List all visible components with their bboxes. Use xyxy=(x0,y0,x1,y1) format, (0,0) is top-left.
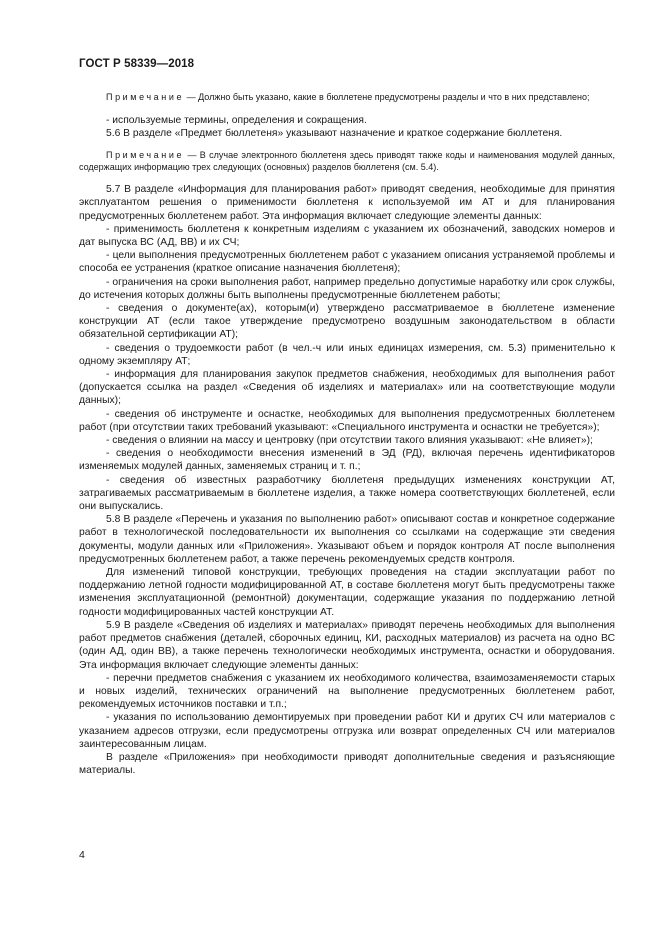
note-text: — Должно быть указано, какие в бюллетене предусмотрены разделы и что в них представлено; xyxy=(184,92,590,102)
list-item: - информация для планирования закупок предметов снабжения, необходимых для выполнения работ (допускается ссылка на раздел «Сведения об изделиях и материалах» или на соответствующие модули данных); xyxy=(79,369,615,407)
note-label: Примечание xyxy=(106,150,185,160)
paragraph-appendix: В разделе «Приложения» при необходимости приводят дополнительные сведения и разъясняющие материалы. xyxy=(79,751,615,777)
list-item: - перечни предметов снабжения с указанием их необходимого количества, взаимозаменяемости старых и новых изделий, технических ограничений на выполнение предусмотренных бюллетенем работ, рекомендуемых источников поставки и т.п.; xyxy=(79,672,615,711)
section-5-7: 5.7 В разделе «Информация для планирования работ» приводят сведения, необходимые для принятия эксплуатантом решения о применимости бюллетеня к используемой им АТ и для планирования предусмотренных бюллетенем работ. Эта информация включает следующие элементы данных: xyxy=(79,184,615,222)
list-item: - указания по использованию демонтируемых при проведении работ КИ и других СЧ или материалов с указанием адресов отгрузки, если предусмотрены отгрузка или возврат определенных СЧ или материалов заинтересованным лицам. xyxy=(79,712,615,750)
list-item: - сведения об известных разработчику бюллетеня предыдущих изменениях конструкции АТ, затрагиваемых рассматриваемым в бюллетене изделия, а также номера соответствующих бюллетеней, если они выпускались. xyxy=(79,474,615,513)
list-item: - цели выполнения предусмотренных бюллетенем работ с указанием описания устраняемой проблемы и способа ее устранения (краткое описание назначения бюллетеня); xyxy=(79,250,615,275)
standard-number: ГОСТ Р 58339—2018 xyxy=(79,58,195,70)
list-item: - сведения о влиянии на массу и центровку (при отсутствии такого влияния указывают: «Не влияет»); xyxy=(106,435,593,447)
list-item: - сведения о трудоемкости работ (в чел.-ч или иных единицах измерения, см. 5.3) применительно к одному экземпляру АТ; xyxy=(79,342,615,367)
list-item-terms: - используемые термины, определения и сокращения. xyxy=(106,114,367,126)
list-item: - сведения о документе(ах), которым(и) утверждено рассматриваемое в бюллетене изменение конструкции АТ (если такое утверждение предусмотрено воздушным законодательством в области обязательной сертификации АТ); xyxy=(79,303,615,341)
note-2 xyxy=(79,150,615,173)
note-1 xyxy=(79,92,615,104)
list-item: - ограничения на сроки выполнения работ, например предельно допустимые наработку или срок службы, до истечения которых должны быть выполнены предусмотренные бюллетенем работы; xyxy=(79,276,615,301)
section-5-9: 5.9 В разделе «Сведения об изделиях и материалах» приводят перечень необходимых для выполнения работ предметов снабжения (деталей, сборочных единиц, КИ, расходных материалов) из расчета на одно ВС (один АД, один ВВ), а также перечень технологически необходимых инструмента, оснастки и оборудования. Эта информация включает следующие элементы данных: xyxy=(79,619,615,671)
note-label: Примечание xyxy=(106,92,185,102)
paragraph-typical-design: Для изменений типовой конструкции, требующих проведения на стадии эксплуатации работ по поддержанию летной годности модифицированной АТ, в составе бюллетеня могут быть предусмотрены также изменения эксплуатационной (ремонтной) документации, содержащие указания по поддержанию летной годности модифицированных частей конструкции АТ. xyxy=(79,567,615,618)
note-text: — В случае электронного бюллетеня здесь приводят также коды и наименования модулей данных, содержащих информацию трех следующих (основных) разделов бюллетеня (см. 5.4). xyxy=(79,150,615,172)
section-5-6: 5.6 В разделе «Предмет бюллетеня» указывают назначение и краткое содержание бюллетеня. xyxy=(106,127,563,139)
page-content xyxy=(79,92,615,777)
section-5-8: 5.8 В разделе «Перечень и указания по выполнению работ» описывают состав и конкретное содержание работ в технологической последовательности их выполнения со ссылками на содержащие эти сведения документы, модули данных или «Приложения». Указывают объем и порядок контроля АТ после выполнения предусмотренных бюллетенем работ, а также перечень рекомендуемых средств контроля. xyxy=(79,514,615,565)
list-item: - сведения об инструменте и оснастке, необходимых для выполнения предусмотренных бюллетенем работ (при отсутствии таких требований указывают: «Специального инструмента и оснастки не требуется»); xyxy=(79,408,615,433)
page-number: 4 xyxy=(79,849,85,861)
list-item: - применимость бюллетеня к конкретным изделиям с указанием их обозначений, заводских номеров и дат выпуска ВС (АД, ВВ) и их СЧ; xyxy=(79,223,615,248)
list-item: - сведения о необходимости внесения изменений в ЭД (РД), включая перечень идентификаторов изменяемых модулей данных, заменяемых страниц и т. п.; xyxy=(79,448,615,473)
